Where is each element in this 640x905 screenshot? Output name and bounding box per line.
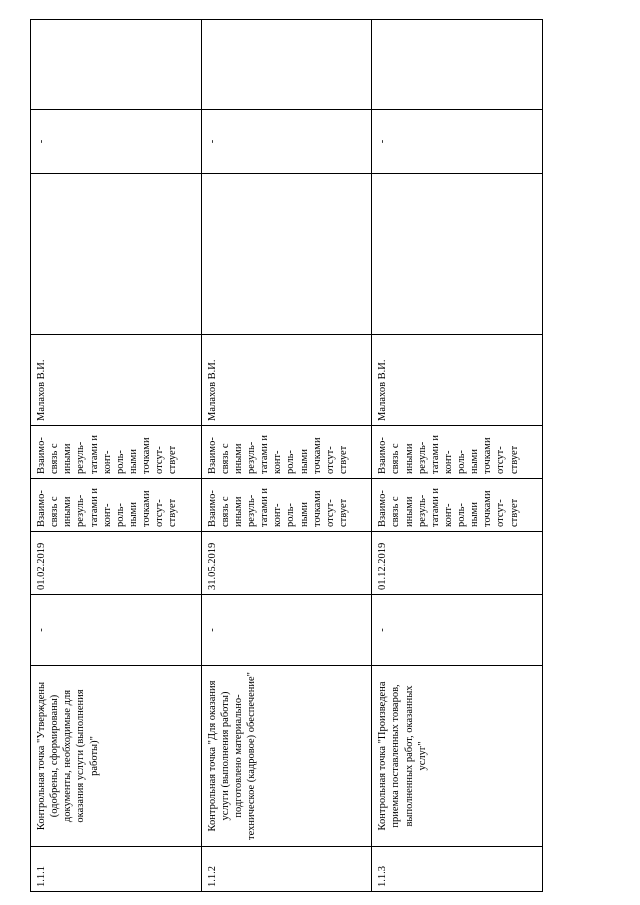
empty-cell [31, 20, 202, 110]
responsible-person: Малахов В.И. [372, 335, 543, 426]
relation-cell: Взаимо-связь с иными резуль-татами и конт-роль-ными точками отсут-ствует [372, 479, 543, 532]
table-row [31, 20, 202, 892]
dash-cell: - [31, 595, 202, 666]
empty-cell [201, 174, 372, 335]
relation-cell: Взаимо-связь с иными резуль-татами и конт-роль-ными точками отсут-ствует [31, 426, 202, 479]
deadline-date: 01.12.2019 [372, 532, 543, 595]
control-points-table [30, 19, 543, 892]
empty-cell [201, 20, 372, 110]
dash-cell: - [31, 110, 202, 174]
dash-cell: - [372, 110, 543, 174]
deadline-date: 31.05.2019 [201, 532, 372, 595]
table-row [201, 20, 372, 892]
responsible-person: Малахов В.И. [31, 335, 202, 426]
row-number: 1.1.3 [372, 847, 543, 892]
empty-cell [31, 174, 202, 335]
relation-cell: Взаимо-связь с иными резуль-татами и конт-роль-ными точками отсут-ствует [31, 479, 202, 532]
row-number: 1.1.2 [201, 847, 372, 892]
dash-cell: - [372, 595, 543, 666]
relation-cell: Взаимо-связь с иными резуль-татами и конт-роль-ными точками отсут-ствует [201, 479, 372, 532]
relation-cell: Взаимо-связь с иными резуль-татами и конт-роль-ными точками отсут-ствует [201, 426, 372, 479]
responsible-person: Малахов В.И. [201, 335, 372, 426]
empty-cell [372, 20, 543, 110]
dash-cell: - [201, 595, 372, 666]
dash-cell: - [201, 110, 372, 174]
deadline-date: 01.02.2019 [31, 532, 202, 595]
control-point-name: Контрольная точка "Утверждены (одобрены, сформированы) документы, необходимые для оказания услуги (выполнения работы)" [31, 666, 202, 847]
control-point-name: Контрольная точка "Произведена приемка поставленных товаров, выполненных работ, оказанных услуг" [372, 666, 543, 847]
row-number: 1.1.1 [31, 847, 202, 892]
empty-cell [372, 174, 543, 335]
control-point-name: Контрольная точка "Для оказания услуги (выполнения работы) подготовлено материально-техническое (кадровое) обеспечение" [201, 666, 372, 847]
table-row [372, 20, 543, 892]
relation-cell: Взаимо-связь с иными резуль-татами и конт-роль-ными точками отсут-ствует [372, 426, 543, 479]
rotated-landscape-table [30, 20, 543, 892]
